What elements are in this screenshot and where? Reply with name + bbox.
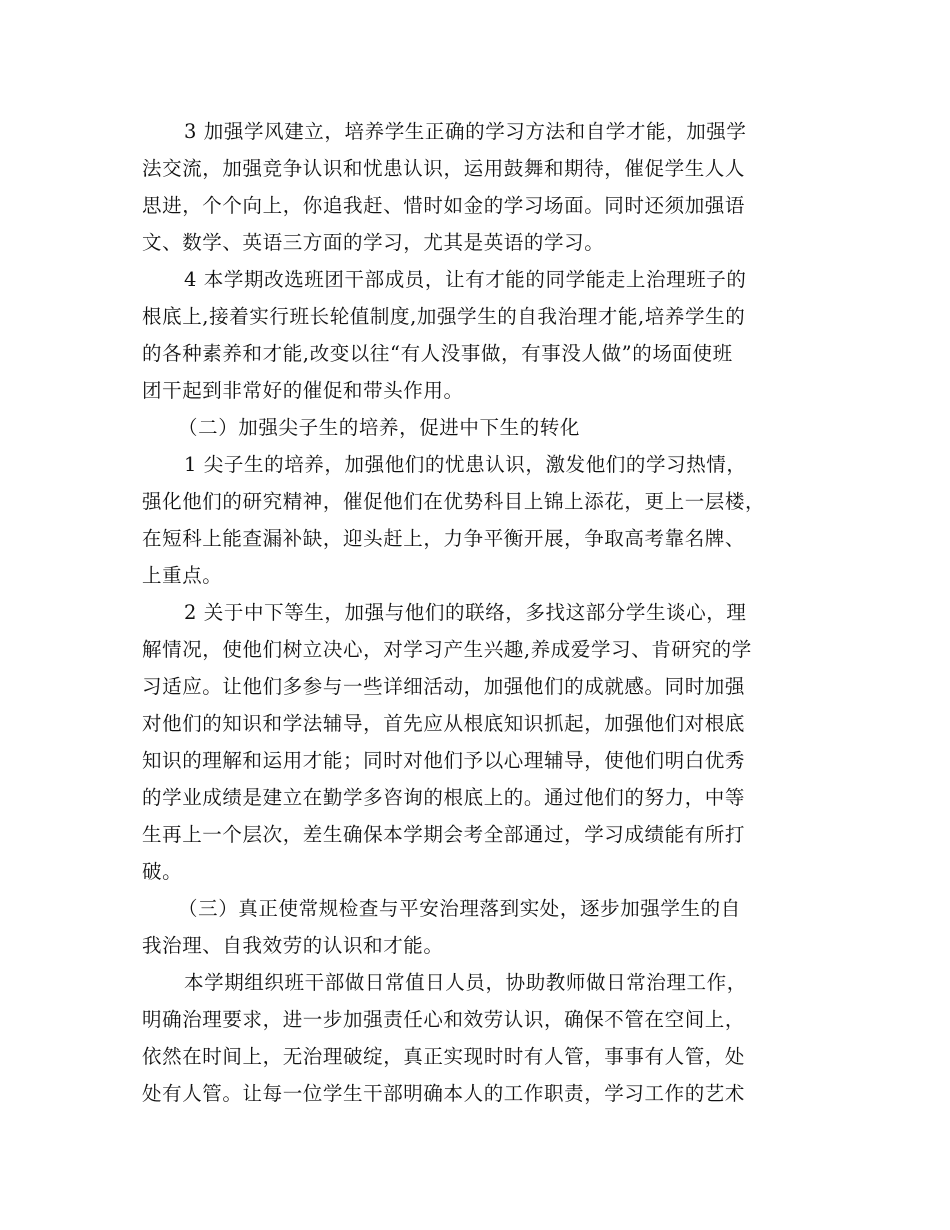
- paragraph-line: 习适应。让他们多参与一些详细活动，加强他们的成就感。同时加强: [142, 675, 746, 698]
- paragraph-line: 根底上,接着实行班长轮值制度,加强学生的自我治理才能,培养学生的: [142, 305, 746, 328]
- paragraph-line: 思进，个个向上，你追我赶、惜时如金的学习场面。同时还须加强语: [142, 194, 746, 217]
- paragraph-line: 依然在时间上，无治理破绽，真正实现时时有人管，事事有人管，处: [142, 1045, 746, 1068]
- paragraph-line: 处有人管。让每一位学生干部明确本人的工作职责，学习工作的艺术: [142, 1082, 746, 1105]
- section-heading: （三）真正使常规检查与平安治理落到实处，逐步加强学生的自: [178, 897, 741, 920]
- section-heading-continuation: 我治理、自我效劳的认识和才能。: [142, 934, 444, 957]
- paragraph-line: 2 关于中下等生，加强与他们的联络，多找这部分学生谈心，理: [184, 601, 747, 624]
- paragraph-line: 生再上一个层次，差生确保本学期会考全部通过，学习成绩能有所打: [142, 823, 746, 846]
- paragraph-line: 知识的理解和运用才能；同时对他们予以心理辅导，使他们明白优秀: [142, 749, 746, 772]
- paragraph-line: 强化他们的研究精神，催促他们在优势科目上锦上添花，更上一层楼，: [142, 490, 766, 513]
- paragraph-line: 法交流，加强竞争认识和忧患认识，运用鼓舞和期待，催促学生人人: [142, 157, 746, 180]
- paragraph-line: 解情况，使他们树立决心，对学习产生兴趣,养成爱学习、肯研究的学: [142, 638, 752, 661]
- paragraph-line: 本学期组织班干部做日常值日人员，协助教师做日常治理工作，: [184, 971, 747, 994]
- paragraph-line: 4 本学期改选班团干部成员，让有才能的同学能走上治理班子的: [184, 268, 747, 291]
- paragraph-line: 在短科上能查漏补缺，迎头赶上，力争平衡开展，争取高考靠名牌、: [142, 527, 746, 550]
- paragraph-line: 明确治理要求，进一步加强责任心和效劳认识，确保不管在空间上，: [142, 1008, 746, 1031]
- section-heading: （二）加强尖子生的培养，促进中下生的转化: [178, 416, 581, 439]
- paragraph-line: 破。: [142, 860, 183, 883]
- paragraph-line: 上重点。: [142, 564, 223, 587]
- paragraph-line: 对他们的知识和学法辅导，首先应从根底知识抓起，加强他们对根底: [142, 712, 746, 735]
- paragraph-line: 团干起到非常好的催促和带头作用。: [142, 379, 464, 402]
- paragraph-line: 的学业成绩是建立在勤学多咨询的根底上的。通过他们的努力，中等: [142, 786, 746, 809]
- paragraph-line: 的各种素养和才能,改变以往“有人没事做，有事没人做”的场面使班: [142, 342, 733, 365]
- paragraph-line: 1 尖子生的培养，加强他们的忧患认识，激发他们的学习热情，: [184, 453, 747, 476]
- paragraph-line: 3 加强学风建立，培养学生正确的学习方法和自学才能，加强学: [184, 120, 747, 143]
- paragraph-line: 文、数学、英语三方面的学习，尤其是英语的学习。: [142, 231, 605, 254]
